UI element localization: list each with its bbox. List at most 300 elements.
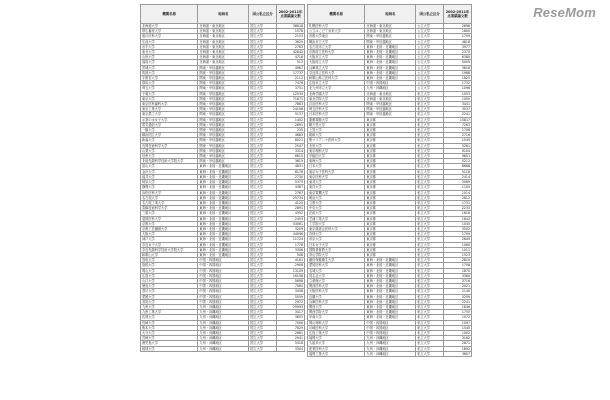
cell-institution-name: 福島大学 — [141, 60, 198, 65]
cell-region: 東京都 — [365, 252, 416, 257]
cell-paper-count: 2241 — [444, 112, 472, 117]
cell-paper-count: 513 — [277, 60, 305, 65]
cell-region: 東海・北陸・近畿地区 — [365, 70, 416, 75]
cell-paper-count: 3306 — [277, 247, 305, 252]
cell-institution-name: 芝浦工業大学 — [308, 216, 365, 221]
cell-paper-count: 3069 — [444, 180, 472, 185]
cell-type: 国立大学 — [249, 133, 277, 138]
cell-region: 東海・北陸・近畿地区 — [365, 65, 416, 70]
cell-paper-count: 2972 — [277, 299, 305, 304]
cell-institution-name: 日本大学 — [308, 164, 365, 169]
cell-region: 東京都 — [365, 221, 416, 226]
cell-region: 東海・北陸・近畿地区 — [365, 44, 416, 49]
cell-region: 東京都 — [365, 148, 416, 153]
cell-type: 私立大学 — [416, 190, 444, 195]
cell-region: 九州・沖縄地区 — [198, 320, 249, 325]
cell-paper-count: 1014 — [444, 190, 472, 195]
cell-institution-name: 宮崎大学 — [141, 336, 198, 341]
cell-type: 私立大学 — [416, 351, 444, 356]
cell-paper-count: 3304 — [277, 346, 305, 351]
cell-type: 国立大学 — [249, 76, 277, 81]
cell-paper-count: 38818 — [277, 24, 305, 29]
cell-region: 関東・甲信越地区 — [198, 112, 249, 117]
cell-region: 九州・沖縄地区 — [198, 330, 249, 335]
cell-type: 国立大学 — [249, 336, 277, 341]
cell-institution-name: 北海学園大学 — [308, 91, 365, 96]
header-type: 国公私立区分 — [249, 5, 277, 24]
cell-institution-name: 自治医科大学 — [308, 102, 365, 107]
cell-institution-name: 東邦大学 — [308, 180, 365, 185]
cell-region: 東海・北陸・近畿地区 — [198, 195, 249, 200]
cell-type: 国立大学 — [249, 190, 277, 195]
cell-region: 九州・沖縄地区 — [198, 304, 249, 309]
cell-paper-count: 4716 — [277, 55, 305, 60]
cell-region: 関東・甲信越地区 — [365, 102, 416, 107]
cell-institution-name: 福井大学 — [141, 174, 198, 179]
cell-paper-count: 2810 — [444, 258, 472, 263]
cell-paper-count: 1523 — [444, 252, 472, 257]
cell-institution-name: 福岡大学 — [308, 336, 365, 341]
cell-region: 中国・四国地区 — [198, 263, 249, 268]
watermark-logo: ReseMom — [533, 5, 596, 20]
cell-paper-count: 29993 — [277, 304, 305, 309]
cell-region: 東海・北陸・近畿地区 — [198, 206, 249, 211]
cell-region: 関東・甲信越地区 — [198, 143, 249, 148]
cell-paper-count: 8668 — [444, 164, 472, 169]
cell-type: 国立大学 — [249, 154, 277, 159]
cell-type: 国立大学 — [249, 107, 277, 112]
cell-region: 中国・四国地区 — [198, 294, 249, 299]
cell-institution-name: 法政大学 — [308, 211, 365, 216]
cell-type: 私立大学 — [416, 330, 444, 335]
cell-region: 関東・甲信越地区 — [198, 65, 249, 70]
cell-region: 関東・甲信越地区 — [198, 107, 249, 112]
cell-region: 東海・北陸・近畿地区 — [365, 284, 416, 289]
cell-region: 関東・甲信越地区 — [198, 91, 249, 96]
cell-type: 私立大学 — [416, 91, 444, 96]
cell-institution-name: 東京大学 — [141, 96, 198, 101]
cell-institution-name: 東京医科歯科大学 — [141, 102, 198, 107]
cell-institution-name: 東京医科大学 — [308, 174, 365, 179]
cell-region: 関東・甲信越地区 — [198, 159, 249, 164]
cell-institution-name: 東北学院大学 — [308, 96, 365, 101]
cell-institution-name: 埼玉大学 — [141, 86, 198, 91]
cell-type: 私立大学 — [416, 232, 444, 237]
cell-type: 私立大学 — [416, 206, 444, 211]
cell-institution-name: 福岡工業大学 — [308, 351, 365, 356]
cell-region: 北海道・東北地区 — [198, 29, 249, 34]
cell-type: 国立大学 — [249, 299, 277, 304]
cell-institution-name: 川崎医科大学 — [308, 325, 365, 330]
cell-paper-count: 4831 — [277, 164, 305, 169]
cell-paper-count: 15817 — [444, 117, 472, 122]
right-table — [307, 4, 472, 357]
cell-type: 国立大学 — [249, 211, 277, 216]
cell-institution-name: 奈良先端科学技術大学院大学 — [141, 247, 198, 252]
cell-type: 国立大学 — [249, 60, 277, 65]
cell-institution-name: 立命館大学 — [308, 278, 365, 283]
cell-institution-name: 国際基督教大学 — [308, 247, 365, 252]
cell-type: 国立大学 — [249, 258, 277, 263]
cell-region: 北海道・東北地区 — [198, 60, 249, 65]
cell-type: 国立大学 — [249, 143, 277, 148]
cell-region: 東海・北陸・近畿地区 — [365, 258, 416, 263]
cell-type: 私立大学 — [416, 346, 444, 351]
cell-type: 公立大学 — [416, 76, 444, 81]
cell-type: 公立大学 — [416, 44, 444, 49]
cell-paper-count: 2547 — [277, 143, 305, 148]
cell-region: 東京都 — [365, 185, 416, 190]
cell-region: 関東・甲信越地区 — [365, 107, 416, 112]
cell-region: 中国・四国地区 — [365, 330, 416, 335]
cell-paper-count: 2767 — [277, 190, 305, 195]
cell-institution-name: 杏林大学 — [308, 232, 365, 237]
cell-paper-count: 3977 — [444, 44, 472, 49]
cell-type: 国立大学 — [249, 310, 277, 315]
cell-paper-count: 2691 — [277, 122, 305, 127]
cell-region: 関東・甲信越地区 — [198, 102, 249, 107]
cell-paper-count: 7863 — [277, 102, 305, 107]
cell-region: 九州・沖縄地区 — [198, 346, 249, 351]
cell-institution-name: 電気通信大学 — [141, 122, 198, 127]
cell-paper-count: 4387 — [277, 185, 305, 190]
cell-institution-name: 浜松医科大学 — [141, 190, 198, 195]
cell-region: 東京都 — [365, 169, 416, 174]
cell-institution-name: 九州工業大学 — [141, 310, 198, 315]
cell-paper-count: 6380 — [444, 55, 472, 60]
cell-type: 私立大学 — [416, 107, 444, 112]
cell-type: 私立大学 — [416, 258, 444, 263]
header-type: 国公私立区分 — [416, 5, 444, 24]
cell-institution-name: 旭川医科大学 — [141, 34, 198, 39]
cell-type: 公立大学 — [416, 65, 444, 70]
cell-paper-count: 1708 — [444, 263, 472, 268]
cell-region: 中国・四国地区 — [198, 299, 249, 304]
cell-region: 東京都 — [365, 226, 416, 231]
cell-institution-name: 長岡技術科学大学 — [141, 143, 198, 148]
cell-paper-count: 1096 — [444, 86, 472, 91]
cell-type: 私立大学 — [416, 169, 444, 174]
cell-institution-name: 聖マリアンナ医科大学 — [308, 138, 365, 143]
cell-paper-count: 16158 — [277, 273, 305, 278]
cell-paper-count: 17737 — [277, 70, 305, 75]
cell-region: 東京都 — [365, 195, 416, 200]
cell-institution-name: 東海大学 — [308, 159, 365, 164]
header-count: 2002-2011年点業績論文数 — [444, 5, 472, 24]
cell-institution-name: 大阪府立大学 — [308, 60, 365, 65]
cell-paper-count: 508 — [277, 252, 305, 257]
cell-type: 私立大学 — [416, 180, 444, 185]
cell-type: 国立大学 — [249, 304, 277, 309]
cell-paper-count: 7829 — [277, 325, 305, 330]
cell-paper-count: 3037 — [444, 107, 472, 112]
cell-type: 国立大学 — [249, 174, 277, 179]
cell-type: 公立大学 — [416, 29, 444, 34]
cell-type: 国立大学 — [249, 232, 277, 237]
cell-paper-count: 9651 — [444, 154, 472, 159]
cell-paper-count: 1011 — [444, 247, 472, 252]
cell-region: 九州・沖縄地区 — [365, 341, 416, 346]
cell-paper-count: 5137 — [277, 112, 305, 117]
cell-institution-name: 日本医科大学 — [308, 112, 365, 117]
cell-institution-name: 埼玉医科大学 — [308, 107, 365, 112]
cell-type: 私立大学 — [416, 320, 444, 325]
cell-type: 国立大学 — [249, 206, 277, 211]
cell-institution-name: 広島大学 — [141, 273, 198, 278]
cell-region: 関東・甲信越地区 — [198, 122, 249, 127]
cell-paper-count: 2241 — [444, 299, 472, 304]
header-count: 2002-2011年点業績論文数 — [277, 5, 305, 24]
header-region: 地域名 — [198, 5, 249, 24]
cell-paper-count: 2021 — [444, 284, 472, 289]
cell-type: 国立大学 — [249, 289, 277, 294]
cell-institution-name: 青山学院大学 — [308, 252, 365, 257]
cell-paper-count: 6615 — [277, 154, 305, 159]
cell-institution-name: お茶の水女子大学 — [141, 117, 198, 122]
cell-paper-count: 1709 — [444, 34, 472, 39]
cell-paper-count: 5005 — [444, 60, 472, 65]
cell-institution-name: 東京慈恵会医科大学 — [308, 226, 365, 231]
cell-paper-count: 7263 — [444, 122, 472, 127]
cell-region: 北海道・東北地区 — [198, 24, 249, 29]
cell-region: 関東・甲信越地区 — [198, 117, 249, 122]
cell-type: 私立大学 — [416, 159, 444, 164]
cell-region: 北海道・東北地区 — [198, 50, 249, 55]
cell-institution-name: 東洋大学 — [308, 185, 365, 190]
cell-type: 私立大学 — [416, 294, 444, 299]
cell-region: 九州・沖縄地区 — [198, 325, 249, 330]
cell-institution-name: 横浜市立大学 — [308, 39, 365, 44]
left-table — [140, 4, 305, 352]
cell-institution-name: 東京女子医科大学 — [308, 169, 365, 174]
cell-paper-count: 1402 — [277, 117, 305, 122]
cell-institution-name: 昭和大学 — [308, 133, 365, 138]
cell-paper-count: 9104 — [444, 148, 472, 153]
cell-paper-count: 2370 — [444, 50, 472, 55]
cell-type: 私立大学 — [416, 242, 444, 247]
cell-institution-name: 明治大学 — [308, 195, 365, 200]
cell-institution-name: 大阪医科大学 — [308, 289, 365, 294]
table-row — [308, 351, 472, 356]
cell-type: 国立大学 — [249, 44, 277, 49]
cell-region: 九州・沖縄地区 — [365, 346, 416, 351]
cell-paper-count: 3314 — [277, 148, 305, 153]
cell-paper-count: 2140 — [444, 289, 472, 294]
cell-institution-name: 名古屋市立大学 — [308, 44, 365, 49]
cell-region: 九州・沖縄地区 — [365, 351, 416, 356]
cell-type: 私立大学 — [416, 174, 444, 179]
cell-institution-name: 京都大学 — [141, 221, 198, 226]
cell-type: 私立大学 — [416, 221, 444, 226]
cell-institution-name: 北陸先端科学技術大学院大学 — [141, 159, 198, 164]
cell-region: 関東・甲信越地区 — [365, 39, 416, 44]
cell-type: 国立大学 — [249, 39, 277, 44]
cell-institution-name: 愛媛大学 — [141, 294, 198, 299]
cell-paper-count: 5418 — [277, 341, 305, 346]
cell-region: 北海道・東北地区 — [198, 44, 249, 49]
cell-paper-count: 1060 — [444, 242, 472, 247]
cell-institution-name: 筑波大学 — [141, 70, 198, 75]
cell-paper-count: 1155 — [444, 185, 472, 190]
cell-region: 関東・甲信越地区 — [365, 34, 416, 39]
cell-paper-count: 24108 — [277, 107, 305, 112]
cell-region: 東海・北陸・近畿地区 — [365, 76, 416, 81]
cell-paper-count: 8176 — [277, 169, 305, 174]
cell-region: 関東・甲信越地区 — [198, 70, 249, 75]
cell-region: 九州・沖縄地区 — [198, 315, 249, 320]
cell-region: 東京都 — [365, 122, 416, 127]
cell-institution-name: 群馬大学 — [141, 81, 198, 86]
cell-type: 公立大学 — [416, 24, 444, 29]
cell-region: 東京都 — [365, 174, 416, 179]
cell-institution-name: 関西学院大学 — [308, 310, 365, 315]
cell-paper-count: 1545 — [444, 325, 472, 330]
cell-region: 関東・甲信越地区 — [198, 86, 249, 91]
cell-type: 国立大学 — [249, 29, 277, 34]
cell-paper-count: 2649 — [444, 237, 472, 242]
cell-paper-count: 1892 — [444, 346, 472, 351]
cell-paper-count: 1578 — [277, 29, 305, 34]
cell-type: 国立大学 — [249, 128, 277, 133]
cell-type: 私立大学 — [416, 128, 444, 133]
cell-region: 東京都 — [365, 242, 416, 247]
cell-institution-name: 奈良県立医科大学 — [308, 70, 365, 75]
cell-institution-name: 北海道大学 — [141, 24, 198, 29]
cell-region: 九州・沖縄地区 — [198, 310, 249, 315]
cell-region: 中国・四国地区 — [198, 258, 249, 263]
cell-paper-count: 2763 — [277, 44, 305, 49]
cell-paper-count: 1846 — [444, 304, 472, 309]
header-name: 機関名称 — [141, 5, 198, 24]
right-table-body — [308, 24, 472, 357]
cell-type: 国立大学 — [249, 320, 277, 325]
cell-paper-count: 5212 — [444, 159, 472, 164]
cell-region: 東海・北陸・近畿地区 — [198, 252, 249, 257]
cell-institution-name: 山形大学 — [141, 55, 198, 60]
cell-paper-count: 2730 — [277, 174, 305, 179]
cell-region: 東京都 — [365, 190, 416, 195]
cell-paper-count: 2153 — [277, 34, 305, 39]
cell-institution-name: 東京理科大学 — [308, 148, 365, 153]
cell-paper-count: 3629 — [277, 39, 305, 44]
cell-paper-count: 3438 — [277, 289, 305, 294]
cell-type: 公立大学 — [416, 86, 444, 91]
cell-paper-count: 2698 — [444, 24, 472, 29]
cell-region: 東京都 — [365, 216, 416, 221]
cell-type: 公立大学 — [416, 34, 444, 39]
cell-region: 東海・北陸・近畿地区 — [198, 180, 249, 185]
cell-region: 北海道・東北地区 — [365, 29, 416, 34]
cell-institution-name: 和歌山県立医科大学 — [308, 76, 365, 81]
cell-institution-name: 神戸大学 — [141, 237, 198, 242]
cell-region: 東海・北陸・近畿地区 — [365, 50, 416, 55]
cell-paper-count: 1618 — [444, 211, 472, 216]
cell-institution-name: 帝京大学 — [308, 237, 365, 242]
cell-institution-name: 東北大学 — [141, 50, 198, 55]
cell-institution-name: 兵庫医科大学 — [308, 299, 365, 304]
cell-institution-name: 名城大学 — [308, 268, 365, 273]
cell-region: 東京都 — [365, 164, 416, 169]
cell-institution-name: 関西大学 — [308, 304, 365, 309]
cell-type: 私立大学 — [416, 112, 444, 117]
cell-region: 東海・北陸・近畿地区 — [198, 216, 249, 221]
cell-paper-count: 2941 — [277, 336, 305, 341]
cell-institution-name: 関西医科大学 — [308, 284, 365, 289]
cell-region: 東京都 — [365, 138, 416, 143]
cell-institution-name: 早稲田大学 — [308, 154, 365, 159]
cell-region: 中国・四国地区 — [198, 289, 249, 294]
cell-region: 北海道・東北地区 — [198, 55, 249, 60]
cell-region: 関東・甲信越地区 — [365, 112, 416, 117]
cell-type: 私立大学 — [416, 268, 444, 273]
table-row — [141, 346, 305, 351]
cell-region: 東海・北陸・近畿地区 — [198, 221, 249, 226]
cell-type: 国立大学 — [249, 24, 277, 29]
cell-type: 国立大学 — [249, 221, 277, 226]
cell-region: 中国・四国地区 — [198, 273, 249, 278]
cell-region: 東海・北陸・近畿地区 — [198, 200, 249, 205]
cell-type: 国立大学 — [249, 96, 277, 101]
cell-paper-count: 1708 — [444, 128, 472, 133]
cell-institution-name: 静岡大学 — [141, 185, 198, 190]
cell-institution-name: 長崎大学 — [141, 320, 198, 325]
cell-region: 中国・四国地区 — [365, 320, 416, 325]
cell-type: 国立大学 — [249, 325, 277, 330]
cell-region: 東京都 — [365, 200, 416, 205]
header-row — [308, 5, 472, 24]
cell-type: 国立大学 — [249, 185, 277, 190]
cell-institution-name: 宇都宮大学 — [141, 76, 198, 81]
cell-institution-name: 一橋大学 — [141, 128, 198, 133]
cell-institution-name: 大阪大学 — [141, 232, 198, 237]
cell-region: 東海・北陸・近畿地区 — [365, 273, 416, 278]
cell-region: 関東・甲信越地区 — [198, 154, 249, 159]
cell-institution-name: 東京工業大学 — [141, 107, 198, 112]
cell-institution-name: 北里大学 — [308, 143, 365, 148]
cell-paper-count: 1625 — [444, 76, 472, 81]
cell-paper-count: 235 — [277, 128, 305, 133]
cell-institution-name: 滋賀医科大学 — [141, 216, 198, 221]
cell-institution-name: 鳥取大学 — [141, 258, 198, 263]
cell-institution-name: 琉球大学 — [141, 346, 198, 351]
cell-type: 私立大学 — [416, 341, 444, 346]
cell-institution-name: 広島工業大学 — [308, 330, 365, 335]
cell-paper-count: 1988 — [444, 70, 472, 75]
cell-region: 東京都 — [365, 128, 416, 133]
cell-region: 九州・沖縄地区 — [198, 336, 249, 341]
cell-paper-count: 1053 — [444, 91, 472, 96]
cell-institution-name: 京都工芸繊維大学 — [141, 226, 198, 231]
cell-region: 東京都 — [365, 211, 416, 216]
cell-institution-name: 金沢大学 — [141, 169, 198, 174]
cell-institution-name: 新潟大学 — [141, 138, 198, 143]
cell-type: 国立大学 — [249, 200, 277, 205]
cell-region: 東京都 — [365, 232, 416, 237]
cell-region: 東海・北陸・近畿地区 — [198, 185, 249, 190]
cell-paper-count: 2112 — [277, 76, 305, 81]
cell-paper-count: 1755 — [444, 310, 472, 315]
cell-institution-name: 愛知医科大学 — [308, 263, 365, 268]
cell-institution-name: 茨城大学 — [141, 65, 198, 70]
cell-type: 私立大学 — [416, 102, 444, 107]
cell-paper-count: 12530 — [277, 91, 305, 96]
cell-type: 国立大学 — [249, 216, 277, 221]
cell-institution-name: 大分大学 — [141, 330, 198, 335]
cell-institution-name: 島根大学 — [141, 263, 198, 268]
cell-paper-count: 3417 — [277, 310, 305, 315]
cell-paper-count: 5261 — [444, 143, 472, 148]
cell-institution-name: 山口大学 — [141, 278, 198, 283]
